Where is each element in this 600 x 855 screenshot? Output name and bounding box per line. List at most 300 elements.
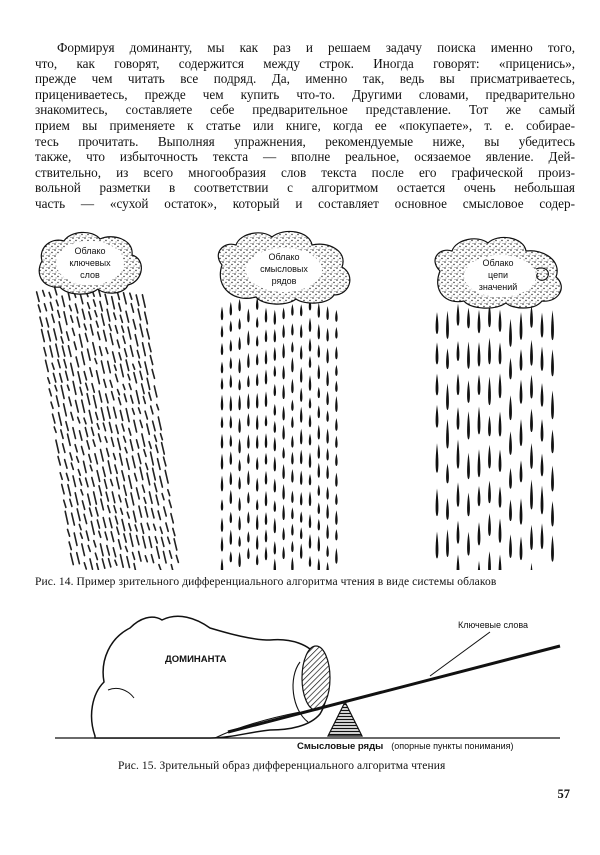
rain-dash <box>143 397 145 404</box>
rain-drop <box>282 527 284 540</box>
rain-dash <box>94 492 97 504</box>
rain-drop <box>230 374 232 388</box>
rain-dash <box>123 336 125 343</box>
rain-drop <box>300 527 302 539</box>
rain-dash <box>60 473 62 480</box>
rain-drop <box>318 364 320 379</box>
rain-dash <box>142 434 145 446</box>
rain-dash <box>118 438 121 449</box>
rain-drop <box>309 397 311 408</box>
rain-drop <box>230 339 232 351</box>
rain-drop <box>221 362 223 374</box>
rain-drop <box>282 447 284 459</box>
rain-drop <box>335 529 337 540</box>
rain-drop <box>326 348 328 364</box>
rain-dash <box>65 460 67 469</box>
paragraph-line: что, как говорят, содержится между строк. Иногда говорят: «прицениcь», <box>35 55 575 71</box>
rain-dash <box>128 374 130 380</box>
rain-dash <box>153 421 156 431</box>
rain-drop <box>238 438 240 453</box>
rain-dash <box>115 465 117 473</box>
rain-dash <box>168 490 170 496</box>
rain-dash <box>58 360 60 368</box>
rain-dash <box>147 378 150 389</box>
rain-drop <box>291 507 293 519</box>
rain-dash <box>64 312 67 325</box>
rain-drop <box>247 330 249 345</box>
rain-drop <box>541 383 544 407</box>
rain-dash <box>88 303 90 309</box>
rain-dash <box>69 542 71 550</box>
rain-drop <box>326 465 328 479</box>
rain-drop <box>247 434 249 448</box>
rain-drop <box>221 558 223 570</box>
rain-drop <box>446 348 449 369</box>
rain-dash <box>100 302 102 311</box>
rain-dash <box>101 499 104 510</box>
rain-drop <box>291 452 293 465</box>
rain-drop <box>300 388 302 402</box>
rain-dash <box>133 553 135 560</box>
rain-dash <box>137 440 139 448</box>
cloud-3-line-2: цепи <box>488 270 508 280</box>
rain-dash <box>102 314 105 325</box>
rain-dash <box>81 490 83 495</box>
rain-drop <box>282 308 284 320</box>
rain-drop <box>300 543 302 558</box>
rain-dash <box>113 352 116 362</box>
rain-drop <box>309 434 311 446</box>
rain-drop <box>509 534 512 558</box>
rain-dash <box>90 368 92 377</box>
rain-dash <box>156 495 158 505</box>
rain-dash <box>158 459 161 470</box>
rain-drop <box>551 465 554 491</box>
rain-dash <box>103 518 106 528</box>
dominanta-shape <box>92 616 327 738</box>
rain-dash <box>117 527 119 534</box>
rain-dash <box>135 335 138 346</box>
rain-drop <box>318 344 320 357</box>
rain-dash <box>101 408 104 420</box>
rain-drop <box>457 482 460 506</box>
rain-dash <box>116 374 118 381</box>
rain-dash <box>121 508 123 514</box>
rain-drop <box>256 478 258 492</box>
rain-dash <box>111 438 113 447</box>
rain-dash <box>145 507 148 517</box>
rain-drop <box>238 418 240 433</box>
paragraph-line: ствительно, из всего многообразия слов текста после его графической произ- <box>35 164 575 180</box>
rain-drop <box>238 497 240 511</box>
rain-dash <box>127 459 130 470</box>
rain-drop <box>291 379 293 394</box>
rain-drop <box>335 493 337 505</box>
rain-drop <box>265 529 267 542</box>
rain-dash <box>75 493 78 505</box>
rain-semantic-rows <box>221 297 338 570</box>
rain-dash <box>131 304 133 313</box>
rain-dash <box>62 346 65 356</box>
rain-drop <box>274 365 276 376</box>
rain-drop <box>274 541 276 554</box>
rain-dash <box>86 531 88 540</box>
cloud-1-line-3: слов <box>80 270 100 280</box>
rain-dash <box>139 506 142 517</box>
rain-dash <box>154 524 156 530</box>
rain-dash <box>92 478 94 487</box>
rain-drop <box>221 454 223 470</box>
rain-dash <box>176 555 178 562</box>
rain-drop <box>221 377 223 389</box>
rain-drop <box>509 319 512 347</box>
rain-drop <box>230 512 232 523</box>
rain-dash <box>62 296 65 306</box>
rain-drop <box>335 310 337 322</box>
rain-dash <box>134 373 137 383</box>
cloud-1-line-2: ключевых <box>69 258 111 268</box>
rain-dash <box>68 434 71 445</box>
rain-dash <box>115 516 117 524</box>
rain-drop <box>309 414 311 427</box>
rain-drop <box>541 486 544 515</box>
rain-drop <box>551 535 554 561</box>
rain-dash <box>63 444 65 453</box>
rain-dash <box>160 527 162 533</box>
rain-drop <box>230 320 232 332</box>
rain-drop <box>530 305 533 328</box>
paragraph-line: часть — «сухой остаток», который и составляет основное смысловое содер- <box>35 195 575 211</box>
rain-drop <box>478 310 481 333</box>
rain-dash <box>120 555 123 568</box>
rain-dash <box>37 292 40 302</box>
rain-dash <box>122 520 125 531</box>
rain-dash <box>124 534 126 542</box>
rain-dash <box>97 424 99 429</box>
rain-drop <box>326 486 328 499</box>
rain-drop <box>499 310 502 332</box>
rain-dash <box>164 507 166 516</box>
rain-dash <box>140 420 142 427</box>
rain-drop <box>541 419 544 442</box>
rain-dash <box>124 485 127 495</box>
rain-drop <box>291 341 293 352</box>
rain-drop <box>326 410 328 422</box>
rain-dash <box>68 529 70 536</box>
rain-drop <box>291 304 293 316</box>
rain-dash <box>71 363 74 375</box>
rain-drop <box>457 407 460 430</box>
rain-dash <box>120 454 123 465</box>
rain-dash <box>149 537 152 548</box>
rain-dash <box>122 326 124 332</box>
rain-drop <box>247 453 249 464</box>
rain-dash <box>50 346 53 357</box>
rain-dash <box>152 370 154 379</box>
rain-drop <box>551 349 554 376</box>
rain-drop <box>335 473 337 487</box>
semantic-rows-note: (опорные пункты понимания) <box>391 741 514 751</box>
rain-dash <box>161 434 163 440</box>
rain-dash <box>70 453 72 460</box>
rain-dash <box>127 512 129 518</box>
rain-dash <box>131 396 133 404</box>
rain-drop <box>520 312 523 340</box>
rain-dash <box>107 309 110 321</box>
rain-drop <box>274 437 276 451</box>
rain-dash <box>76 401 79 413</box>
rain-drop <box>256 373 258 386</box>
rain-dash <box>138 309 141 320</box>
rain-dash <box>165 470 168 483</box>
rain-dash <box>109 325 111 331</box>
rain-drop <box>309 534 311 549</box>
rain-drop <box>300 470 302 484</box>
rain-dash <box>76 357 79 367</box>
rain-drop <box>446 463 449 483</box>
paragraph-line: Формируя доминанту, мы как раз и решаем задачу поиска именно того, <box>57 40 575 55</box>
paragraph-line: знакомитесь, составляете себе предварительное представление. Тот же самый <box>35 102 575 118</box>
rain-dash <box>55 288 57 295</box>
rain-drop <box>326 562 328 570</box>
rain-dash <box>72 328 74 335</box>
rain-drop <box>467 308 470 329</box>
rain-dash <box>84 418 86 424</box>
rain-dash <box>129 524 131 531</box>
rain-drop <box>300 367 302 383</box>
rain-dash <box>124 436 126 442</box>
rain-drop <box>256 435 258 449</box>
rain-dash <box>73 476 76 487</box>
rain-meaning-chain <box>436 303 554 570</box>
rain-dash <box>106 394 108 403</box>
rain-dash <box>86 478 88 487</box>
rain-dash <box>145 411 147 419</box>
rain-key-words <box>37 287 179 570</box>
rain-dash <box>129 428 131 435</box>
rain-drop <box>274 500 276 512</box>
page-number: 57 <box>557 787 570 801</box>
rain-dash <box>53 414 55 423</box>
rain-drop <box>457 554 460 570</box>
rain-dash <box>85 428 87 437</box>
rain-drop <box>300 345 302 360</box>
rain-dash <box>133 320 136 329</box>
rain-drop <box>274 329 276 342</box>
rain-dash <box>44 348 46 356</box>
rain-dash <box>117 340 119 348</box>
rain-dash <box>142 485 144 492</box>
rain-drop <box>247 375 249 387</box>
rain-dash <box>64 404 67 416</box>
rain-drop <box>291 524 293 536</box>
rain-drop <box>318 463 320 478</box>
rain-dash <box>141 524 144 534</box>
rain-dash <box>91 325 94 335</box>
rain-dash <box>77 553 80 564</box>
rain-dash <box>143 343 146 356</box>
rain-dash <box>174 539 177 550</box>
rain-drop <box>335 396 337 412</box>
rain-dash <box>145 556 147 562</box>
rain-drop <box>509 468 512 489</box>
rain-dash <box>143 537 146 548</box>
rain-drop <box>509 358 512 380</box>
rain-drop <box>436 489 439 516</box>
cloud-3-line-3: значений <box>478 282 518 292</box>
rain-dash <box>92 384 94 393</box>
rain-dash <box>91 521 94 534</box>
rain-drop <box>265 415 267 426</box>
rain-drop <box>291 400 293 411</box>
rain-dash <box>77 457 79 463</box>
rain-drop <box>265 512 267 525</box>
rain-dash <box>125 448 127 453</box>
rain-dash <box>100 347 102 356</box>
rain-drop <box>478 449 481 477</box>
rain-drop <box>509 431 512 455</box>
rain-drop <box>467 342 470 369</box>
rain-dash <box>111 532 114 542</box>
rain-drop <box>457 304 460 326</box>
rain-dash <box>59 322 62 333</box>
rain-dash <box>151 452 154 465</box>
rain-dash <box>92 428 94 436</box>
rain-dash <box>88 494 91 505</box>
rain-drop <box>318 502 320 514</box>
semantic-rows-title: Смысловые ряды <box>297 741 384 752</box>
cloud-2-line-1: Облако <box>268 252 300 262</box>
rain-dash <box>135 474 137 481</box>
rain-drop <box>499 449 502 471</box>
rain-drop <box>530 443 533 469</box>
rain-drop <box>318 485 320 496</box>
rain-drop <box>446 383 449 410</box>
rain-drop <box>256 514 258 530</box>
rain-dash <box>147 473 150 485</box>
rain-drop <box>436 312 439 334</box>
rain-drop <box>300 407 302 423</box>
rain-drop <box>309 514 311 528</box>
rain-dash <box>66 473 68 480</box>
rain-dash <box>42 330 45 342</box>
rain-dash <box>144 498 146 504</box>
rain-dash <box>94 541 96 547</box>
rain-drop <box>230 451 232 464</box>
rain-dash <box>61 337 63 343</box>
rain-drop <box>499 486 502 507</box>
rain-dash <box>132 409 134 415</box>
rain-drop <box>238 536 240 547</box>
rain-drop <box>309 356 311 368</box>
rain-dash <box>90 508 92 516</box>
rain-drop <box>478 486 481 506</box>
rain-dash <box>69 397 71 406</box>
rain-drop <box>265 546 267 560</box>
rain-dash <box>82 400 85 412</box>
rain-drop <box>238 358 240 373</box>
rain-dash <box>99 486 102 496</box>
rain-dash <box>109 423 112 433</box>
rain-drop <box>256 554 258 565</box>
rain-dash <box>49 389 51 396</box>
rain-dash <box>113 548 115 557</box>
rain-dash <box>54 427 56 432</box>
rain-drop <box>274 518 276 533</box>
rain-drop <box>247 511 249 523</box>
rain-drop <box>265 453 267 465</box>
rain-dash <box>115 326 117 333</box>
rain-dash <box>122 424 124 431</box>
rain-drop <box>530 340 533 366</box>
rain-drop <box>247 393 249 409</box>
rain-drop <box>309 318 311 332</box>
rain-dash <box>80 479 82 486</box>
rain-dash <box>73 428 76 439</box>
rain-drop <box>230 415 232 428</box>
rain-drop <box>274 310 276 325</box>
rain-dash <box>156 445 158 452</box>
rain-dash <box>84 563 86 569</box>
rain-drop <box>326 448 328 461</box>
rain-drop <box>520 460 523 482</box>
rain-dash <box>56 300 58 306</box>
rain-dash <box>58 311 60 318</box>
rain-dash <box>59 413 62 426</box>
rain-dash <box>44 304 46 311</box>
rain-dash <box>155 483 157 491</box>
rain-dash <box>134 420 137 432</box>
rain-dash <box>55 386 57 391</box>
rain-drop <box>221 325 223 337</box>
rain-drop <box>230 530 232 545</box>
rain-dash <box>77 509 80 521</box>
rain-dash <box>130 440 133 451</box>
paragraph-line: прежде чем читать все подряд. Да, именно так, ведь вы присматриваетесь, <box>35 71 575 87</box>
body-paragraph <box>35 40 575 212</box>
rain-dash <box>80 294 82 303</box>
rain-drop <box>520 536 523 560</box>
rain-dash <box>154 386 157 397</box>
rain-dash <box>146 463 148 469</box>
rain-dash <box>158 511 160 520</box>
rain-dash <box>126 311 129 322</box>
rain-dash <box>96 321 98 327</box>
rain-dash <box>116 425 118 433</box>
rain-drop <box>335 548 337 564</box>
rain-dash <box>123 385 125 390</box>
rain-dash <box>119 398 121 405</box>
rain-drop <box>291 435 293 447</box>
rain-dash <box>124 394 126 402</box>
rain-dash <box>119 303 121 311</box>
rain-dash <box>61 386 64 399</box>
rain-drop <box>467 380 470 403</box>
rain-dash <box>132 456 135 468</box>
rain-drop <box>265 471 267 485</box>
rain-drop <box>230 395 232 411</box>
rain-drop <box>335 365 337 376</box>
rain-drop <box>282 365 284 379</box>
rain-drop <box>221 499 223 511</box>
rain-drop <box>509 395 512 420</box>
rain-drop <box>238 459 240 471</box>
rain-dash <box>104 380 106 388</box>
rain-dash <box>49 293 51 298</box>
rain-dash <box>79 335 82 348</box>
rain-drop <box>488 513 491 536</box>
rain-dash <box>118 390 120 395</box>
